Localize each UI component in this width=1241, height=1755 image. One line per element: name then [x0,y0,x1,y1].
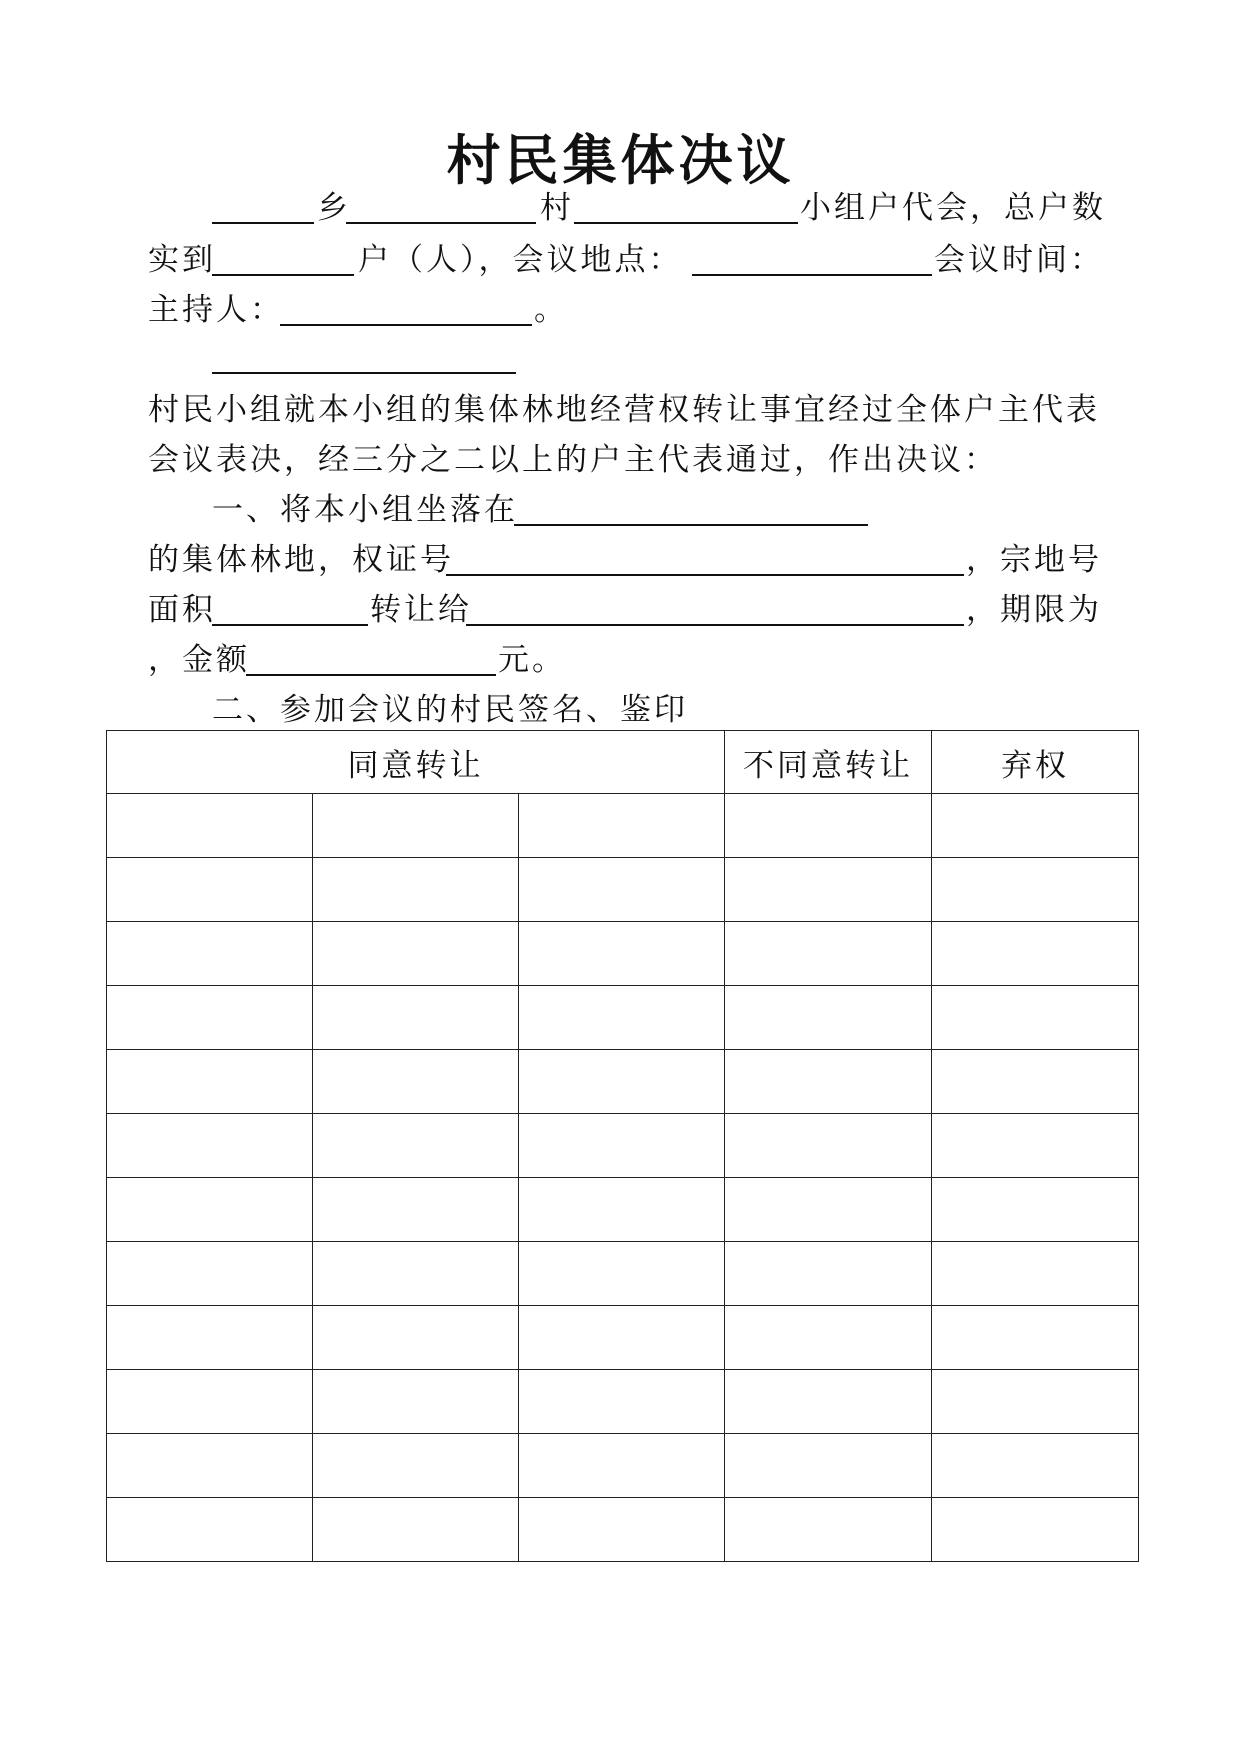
signature-cell[interactable] [932,1114,1139,1178]
signature-cell[interactable] [725,1370,932,1434]
table-row [107,1114,1139,1178]
signature-cell[interactable] [313,1306,519,1370]
signature-cell[interactable] [107,1178,313,1242]
label-amount: ，金额 [148,642,250,678]
blank-xiang[interactable] [212,222,314,224]
page-title: 村民集体决议 [446,129,795,192]
label-present: 实到 [148,242,216,278]
signature-cell[interactable] [932,1050,1139,1114]
signature-cell[interactable] [519,1114,725,1178]
signature-cell[interactable] [932,794,1139,858]
label-yuan: 元。 [498,642,566,678]
table-row [107,794,1139,858]
blank-cun[interactable] [346,222,536,224]
signature-cell[interactable] [313,922,519,986]
table-row [107,1306,1139,1370]
table-row [107,858,1139,922]
signature-cell[interactable] [932,986,1139,1050]
signature-cell[interactable] [519,1370,725,1434]
table-row [107,1178,1139,1242]
signature-cell[interactable] [313,1434,519,1498]
table-row [107,1242,1139,1306]
label-host: 主持人： [148,292,284,328]
blank-group[interactable] [574,222,798,224]
signature-cell[interactable] [725,1434,932,1498]
table-header-row [107,731,1139,794]
table-row [107,1050,1139,1114]
signature-cell[interactable] [313,1498,519,1562]
signature-cell[interactable] [313,1178,519,1242]
signature-cell[interactable] [725,1114,932,1178]
signature-cell[interactable] [519,1050,725,1114]
blank-extra[interactable] [212,372,516,374]
signature-cell[interactable] [107,1114,313,1178]
signature-cell[interactable] [519,1178,725,1242]
signature-cell[interactable] [313,1370,519,1434]
label-time: 会议时间： [934,242,1104,278]
signature-cell[interactable] [932,858,1139,922]
label-term: ，期限为 [966,592,1102,628]
signature-cell[interactable] [519,1242,725,1306]
blank-present[interactable] [212,274,354,276]
signature-cell[interactable] [932,1178,1139,1242]
signature-cell[interactable] [725,1242,932,1306]
label-meeting-total: 小组户代会，总户数 [800,190,1106,226]
header-abstain: 弃权 [932,731,1139,794]
signature-cell[interactable] [107,1306,313,1370]
blank-land-location[interactable] [514,524,868,526]
signature-cell[interactable] [725,922,932,986]
signature-rows [107,794,1139,1562]
signature-cell[interactable] [313,794,519,858]
table-row [107,922,1139,986]
signature-cell[interactable] [519,1498,725,1562]
label-transfer-to: 转让给 [370,592,472,628]
signature-table [106,730,1139,1562]
signature-cell[interactable] [725,858,932,922]
signature-cell[interactable] [107,794,313,858]
signature-cell[interactable] [725,794,932,858]
label-parcel: ，宗地号 [966,542,1102,578]
signature-cell[interactable] [107,986,313,1050]
signature-cell[interactable] [519,794,725,858]
signature-cell[interactable] [519,858,725,922]
blank-area[interactable] [212,624,368,626]
table-row [107,986,1139,1050]
blank-transferee[interactable] [466,624,964,626]
table-row [107,1498,1139,1562]
signature-cell[interactable] [313,1114,519,1178]
header-disagree: 不同意转让 [725,731,932,794]
signature-cell[interactable] [725,986,932,1050]
label-period: 。 [534,292,568,328]
label-area: 面积 [148,592,216,628]
paragraph-line-1: 村民小组就本小组的集体林地经营权转让事宜经过全体户主代表 [148,392,1100,428]
item-1-label: 一、将本小组坐落在 [212,492,518,528]
signature-cell[interactable] [107,1242,313,1306]
table-row [107,1370,1139,1434]
signature-cell[interactable] [725,1050,932,1114]
signature-cell[interactable] [725,1498,932,1562]
blank-location[interactable] [692,274,932,276]
signature-cell[interactable] [313,1242,519,1306]
signature-cell[interactable] [313,986,519,1050]
signature-cell[interactable] [519,1306,725,1370]
header-agree: 同意转让 [107,731,725,794]
signature-cell[interactable] [932,1242,1139,1306]
blank-amount[interactable] [246,674,496,676]
signature-cell[interactable] [932,1498,1139,1562]
signature-cell[interactable] [932,1306,1139,1370]
label-cun: 村 [540,190,574,226]
item-2-label: 二、参加会议的村民签名、鉴印 [212,692,688,728]
blank-host[interactable] [280,324,532,326]
table-row [107,1434,1139,1498]
signature-cell[interactable] [932,922,1139,986]
signature-cell[interactable] [519,986,725,1050]
signature-cell[interactable] [725,1306,932,1370]
signature-cell[interactable] [725,1178,932,1242]
paragraph-line-2: 会议表决，经三分之二以上的户主代表通过，作出决议： [148,442,998,478]
signature-cell[interactable] [107,1370,313,1434]
signature-cell[interactable] [107,1434,313,1498]
signature-cell[interactable] [313,858,519,922]
signature-cell[interactable] [107,1498,313,1562]
label-location: 户（人），会议地点： [358,242,683,278]
signature-cell[interactable] [107,1050,313,1114]
label-certificate: 的集体林地，权证号 [148,542,454,578]
label-xiang: 乡 [317,190,351,226]
signature-cell[interactable] [519,922,725,986]
signature-cell[interactable] [107,858,313,922]
blank-certificate[interactable] [446,574,964,576]
signature-cell[interactable] [932,1434,1139,1498]
signature-cell[interactable] [519,1434,725,1498]
signature-cell[interactable] [932,1370,1139,1434]
signature-cell[interactable] [313,1050,519,1114]
signature-cell[interactable] [107,922,313,986]
